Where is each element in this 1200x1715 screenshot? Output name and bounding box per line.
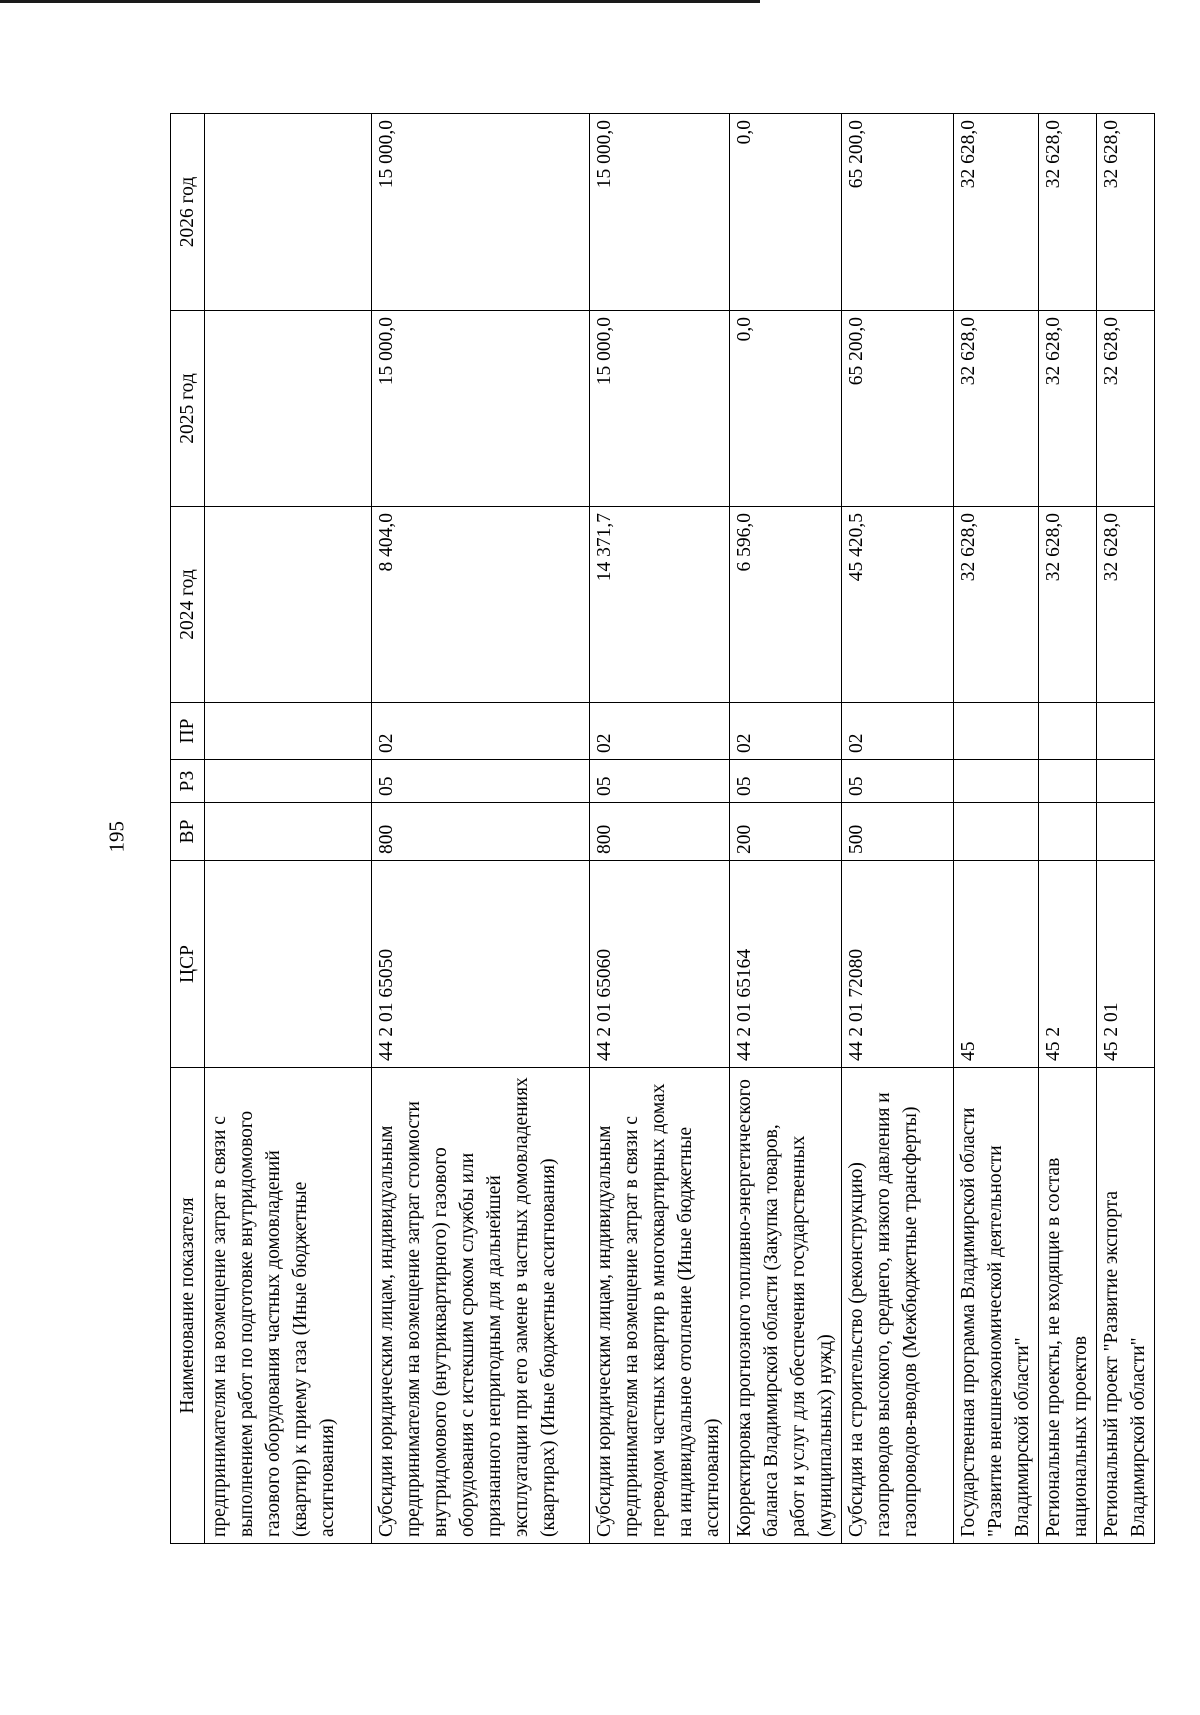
cell-vr: 800 xyxy=(590,803,730,861)
header-rz: РЗ xyxy=(171,760,205,803)
cell-2024 xyxy=(205,507,372,703)
cell-vr xyxy=(1039,803,1097,861)
cell-2025 xyxy=(205,311,372,507)
cell-rz: 05 xyxy=(372,760,590,803)
cell-2026 xyxy=(205,114,372,311)
cell-name: Субсидия на строительство (реконструкцию) газопроводов высокого, среднего, низкого давления и газопроводов-вводов (Межбюджетные трансферты) xyxy=(842,1068,954,1544)
cell-2025: 0,0 xyxy=(730,311,842,507)
cell-vr xyxy=(205,803,372,861)
cell-vr xyxy=(1097,803,1155,861)
table-row xyxy=(1097,114,1155,1544)
table-row xyxy=(842,114,954,1544)
page-number: 195 xyxy=(104,821,129,853)
cell-name: предпринимателям на возмещение затрат в связи с выполнением работ по подготовке внутридомового газового оборудования частных домовладений (квартир) к приему газа (Иные бюджетные ассигнования) xyxy=(205,1068,372,1544)
cell-rz xyxy=(1039,760,1097,803)
header-pr: ПР xyxy=(171,703,205,760)
table-row xyxy=(954,114,1039,1544)
cell-2026: 65 200,0 xyxy=(842,114,954,311)
cell-pr xyxy=(954,703,1039,760)
cell-2024: 8 404,0 xyxy=(372,507,590,703)
cell-pr xyxy=(1039,703,1097,760)
cell-csr: 45 xyxy=(954,861,1039,1068)
cell-name: Региональный проект "Развитие экспорта Владимирской области" xyxy=(1097,1068,1155,1544)
cell-csr: 44 2 01 65164 xyxy=(730,861,842,1068)
header-csr: ЦСР xyxy=(171,861,205,1068)
cell-2025: 15 000,0 xyxy=(590,311,730,507)
cell-vr: 800 xyxy=(372,803,590,861)
cell-2025: 65 200,0 xyxy=(842,311,954,507)
table-row xyxy=(372,114,590,1544)
cell-rz: 05 xyxy=(842,760,954,803)
cell-2024: 45 420,5 xyxy=(842,507,954,703)
cell-2026: 15 000,0 xyxy=(372,114,590,311)
cell-2025: 32 628,0 xyxy=(1097,311,1155,507)
cell-rz xyxy=(1097,760,1155,803)
rotated-page xyxy=(170,114,1149,1544)
cell-csr xyxy=(205,861,372,1068)
cell-pr: 02 xyxy=(372,703,590,760)
table-row xyxy=(1039,114,1097,1544)
cell-csr: 44 2 01 65060 xyxy=(590,861,730,1068)
cell-2024: 32 628,0 xyxy=(1097,507,1155,703)
cell-csr: 45 2 01 xyxy=(1097,861,1155,1068)
cell-pr xyxy=(1097,703,1155,760)
cell-2024: 6 596,0 xyxy=(730,507,842,703)
cell-rz xyxy=(205,760,372,803)
table-body xyxy=(205,114,1155,1544)
cell-pr: 02 xyxy=(730,703,842,760)
cell-name: Субсидии юридическим лицам, индивидуальным предпринимателям на возмещение затрат в связи с переводом частных квартир в многоквартирных домах на индивидуальное отопление (Иные бюджетные ассигнования) xyxy=(590,1068,730,1544)
header-2026: 2026 год xyxy=(171,114,205,311)
cell-pr: 02 xyxy=(842,703,954,760)
table-row xyxy=(730,114,842,1544)
table-row xyxy=(590,114,730,1544)
header-2024: 2024 год xyxy=(171,507,205,703)
cell-csr: 45 2 xyxy=(1039,861,1097,1068)
cell-2026: 32 628,0 xyxy=(1097,114,1155,311)
cell-name: Корректировка прогнозного топливно-энергетического баланса Владимирской области (Закупка товаров, работ и услуг для обеспечения государственных (муниципальных) нужд) xyxy=(730,1068,842,1544)
header-vr: ВР xyxy=(171,803,205,861)
cell-name: Государственная программа Владимирской области "Развитие внешнеэкономической деятельности Владимирской области" xyxy=(954,1068,1039,1544)
cell-csr: 44 2 01 72080 xyxy=(842,861,954,1068)
cell-2026: 32 628,0 xyxy=(954,114,1039,311)
budget-table xyxy=(170,113,1155,1544)
cell-rz: 05 xyxy=(730,760,842,803)
cell-rz xyxy=(954,760,1039,803)
cell-name: Субсидии юридическим лицам, индивидуальным предпринимателям на возмещение затрат стоимости внутридомового (внутриквартирного) газового оборудования с истекшим сроком службы или признанного непригодным для дальнейшей эксплуатации при его замене в частных домовладениях (квартирах) (Иные бюджетные ассигнования) xyxy=(372,1068,590,1544)
cell-vr: 200 xyxy=(730,803,842,861)
cell-2025: 32 628,0 xyxy=(1039,311,1097,507)
cell-vr xyxy=(954,803,1039,861)
header-2025: 2025 год xyxy=(171,311,205,507)
cell-rz: 05 xyxy=(590,760,730,803)
scan-edge-line xyxy=(0,0,760,3)
cell-2026: 15 000,0 xyxy=(590,114,730,311)
cell-name: Региональные проекты, не входящие в состав национальных проектов xyxy=(1039,1068,1097,1544)
cell-2025: 32 628,0 xyxy=(954,311,1039,507)
cell-2024: 14 371,7 xyxy=(590,507,730,703)
cell-2024: 32 628,0 xyxy=(954,507,1039,703)
table-header-row xyxy=(171,114,205,1544)
header-name: Наименование показателя xyxy=(171,1068,205,1544)
cell-pr xyxy=(205,703,372,760)
cell-2024: 32 628,0 xyxy=(1039,507,1097,703)
cell-csr: 44 2 01 65050 xyxy=(372,861,590,1068)
cell-vr: 500 xyxy=(842,803,954,861)
cell-2026: 0,0 xyxy=(730,114,842,311)
cell-2026: 32 628,0 xyxy=(1039,114,1097,311)
cell-pr: 02 xyxy=(590,703,730,760)
cell-2025: 15 000,0 xyxy=(372,311,590,507)
table-row xyxy=(205,114,372,1544)
